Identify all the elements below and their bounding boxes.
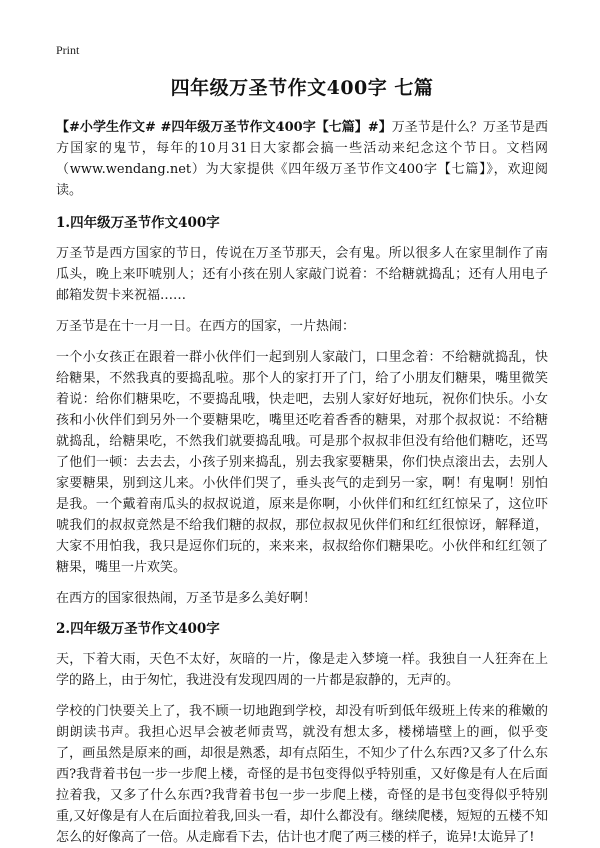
intro-tag: 【#小学生作文# #四年级万圣节作文400字【七篇】#】: [56, 120, 392, 135]
section-2: [56, 619, 548, 848]
section-heading: 2.四年级万圣节作文400字: [56, 621, 220, 637]
document-title: 四年级万圣节作文400字 七篇: [170, 77, 434, 99]
paragraph: 在西方的国家很热闹，万圣节是多么美好啊！: [56, 591, 317, 606]
section-heading: 1.四年级万圣节作文400字: [56, 215, 220, 231]
paragraph: 万圣节是在十一月一日。在西方的国家，一片热闹：: [56, 319, 356, 334]
paragraph: 万圣节是西方国家的节日，传说在万圣节那天，会有鬼。所以很多人在家里制作了南瓜头，晚上来吓唬别人；还有小孩在别人家敲门说着：不给糖就捣乱；还有人用电子邮箱发贺卡来祝福……: [56, 246, 548, 303]
intro-paragraph: [56, 117, 548, 201]
paragraph: 一个小女孩正在跟着一群小伙伴们一起到别人家敲门，口里念着：不给糖就捣乱，快给糖果，不然我真的要捣乱啦。那个人的家打开了门，给了小朋友们糖果，嘴里微笑着说：给你们糖果吃，不要捣乱哦，快走吧，去别人家好好地玩，祝你们快乐。小女孩和小伙伴们到另外一个要糖果吃，嘴里还吃着香香的糖果，对那个叔叔说：不给糖就捣乱，给糖果吃，不然我们就要捣乱哦。可是那个叔叔非但没有给他们糖吃，还骂了他们一顿：去去去，小孩子别来捣乱，别去我家要糖果，你们快点滚出去，去别人家要糖果，别到这儿来。小伙伴们哭了，垂头丧气的走到另一家，啊！有鬼啊！别怕是我。一个戴着南瓜头的叔叔说道，原来是你啊，小伙伴们和红红红惊呆了，这位吓唬我们的叔叔竟然是不给我们糖的叔叔，那位叔叔见伙伴们和红红很惊讶，解释道，大家不用怕我，我只是逗你们玩的，来来来，叔叔给你们糖果吃。小伙伴和红红领了糖果，嘴里一片欢笑。: [56, 350, 548, 575]
section-1: [56, 213, 548, 609]
print-label: Print: [56, 43, 80, 57]
paragraph: 学校的门快要关上了，我不顾一切地跑到学校，却没有听到低年级班上传来的稚嫩的朗朗读书声。我担心迟早会被老师责骂，就没有想太多，楼梯墙壁上的画，似乎变了，画虽然是原来的画，却很是熟悉，却有点陌生，不知少了什么东西?又多了什么东西?我背着书包一步一步爬上楼，奇怪的是书包变得似乎特别重，又好像是有人在后面拉着我，又多了什么东西?我背着书包一步一步爬上楼，奇怪的是书包变得似乎特别重,又好像是有人在后面拉着我,回头一看，却什么都没有。继续爬楼，短短的五楼不知怎么的好像高了一倍。从走廊看下去，估计也才爬了两三楼的样子，诡异!太诡异了!: [56, 704, 548, 845]
intro-text: 万圣节是什么？万圣节是西方国家的鬼节，每年的10月31日大家都会搞一些活动来纪念这个节日。文档网（www.wendang.net）为大家提供《四年级万圣节作文400字【七篇】》，欢迎阅读。: [56, 120, 548, 198]
paragraph: 天，下着大雨，天色不太好，灰暗的一片，像是走入梦境一样。我独自一人狂奔在上学的路上，由于匆忙，我进没有发现四周的一片都是寂静的，无声的。: [56, 652, 548, 688]
